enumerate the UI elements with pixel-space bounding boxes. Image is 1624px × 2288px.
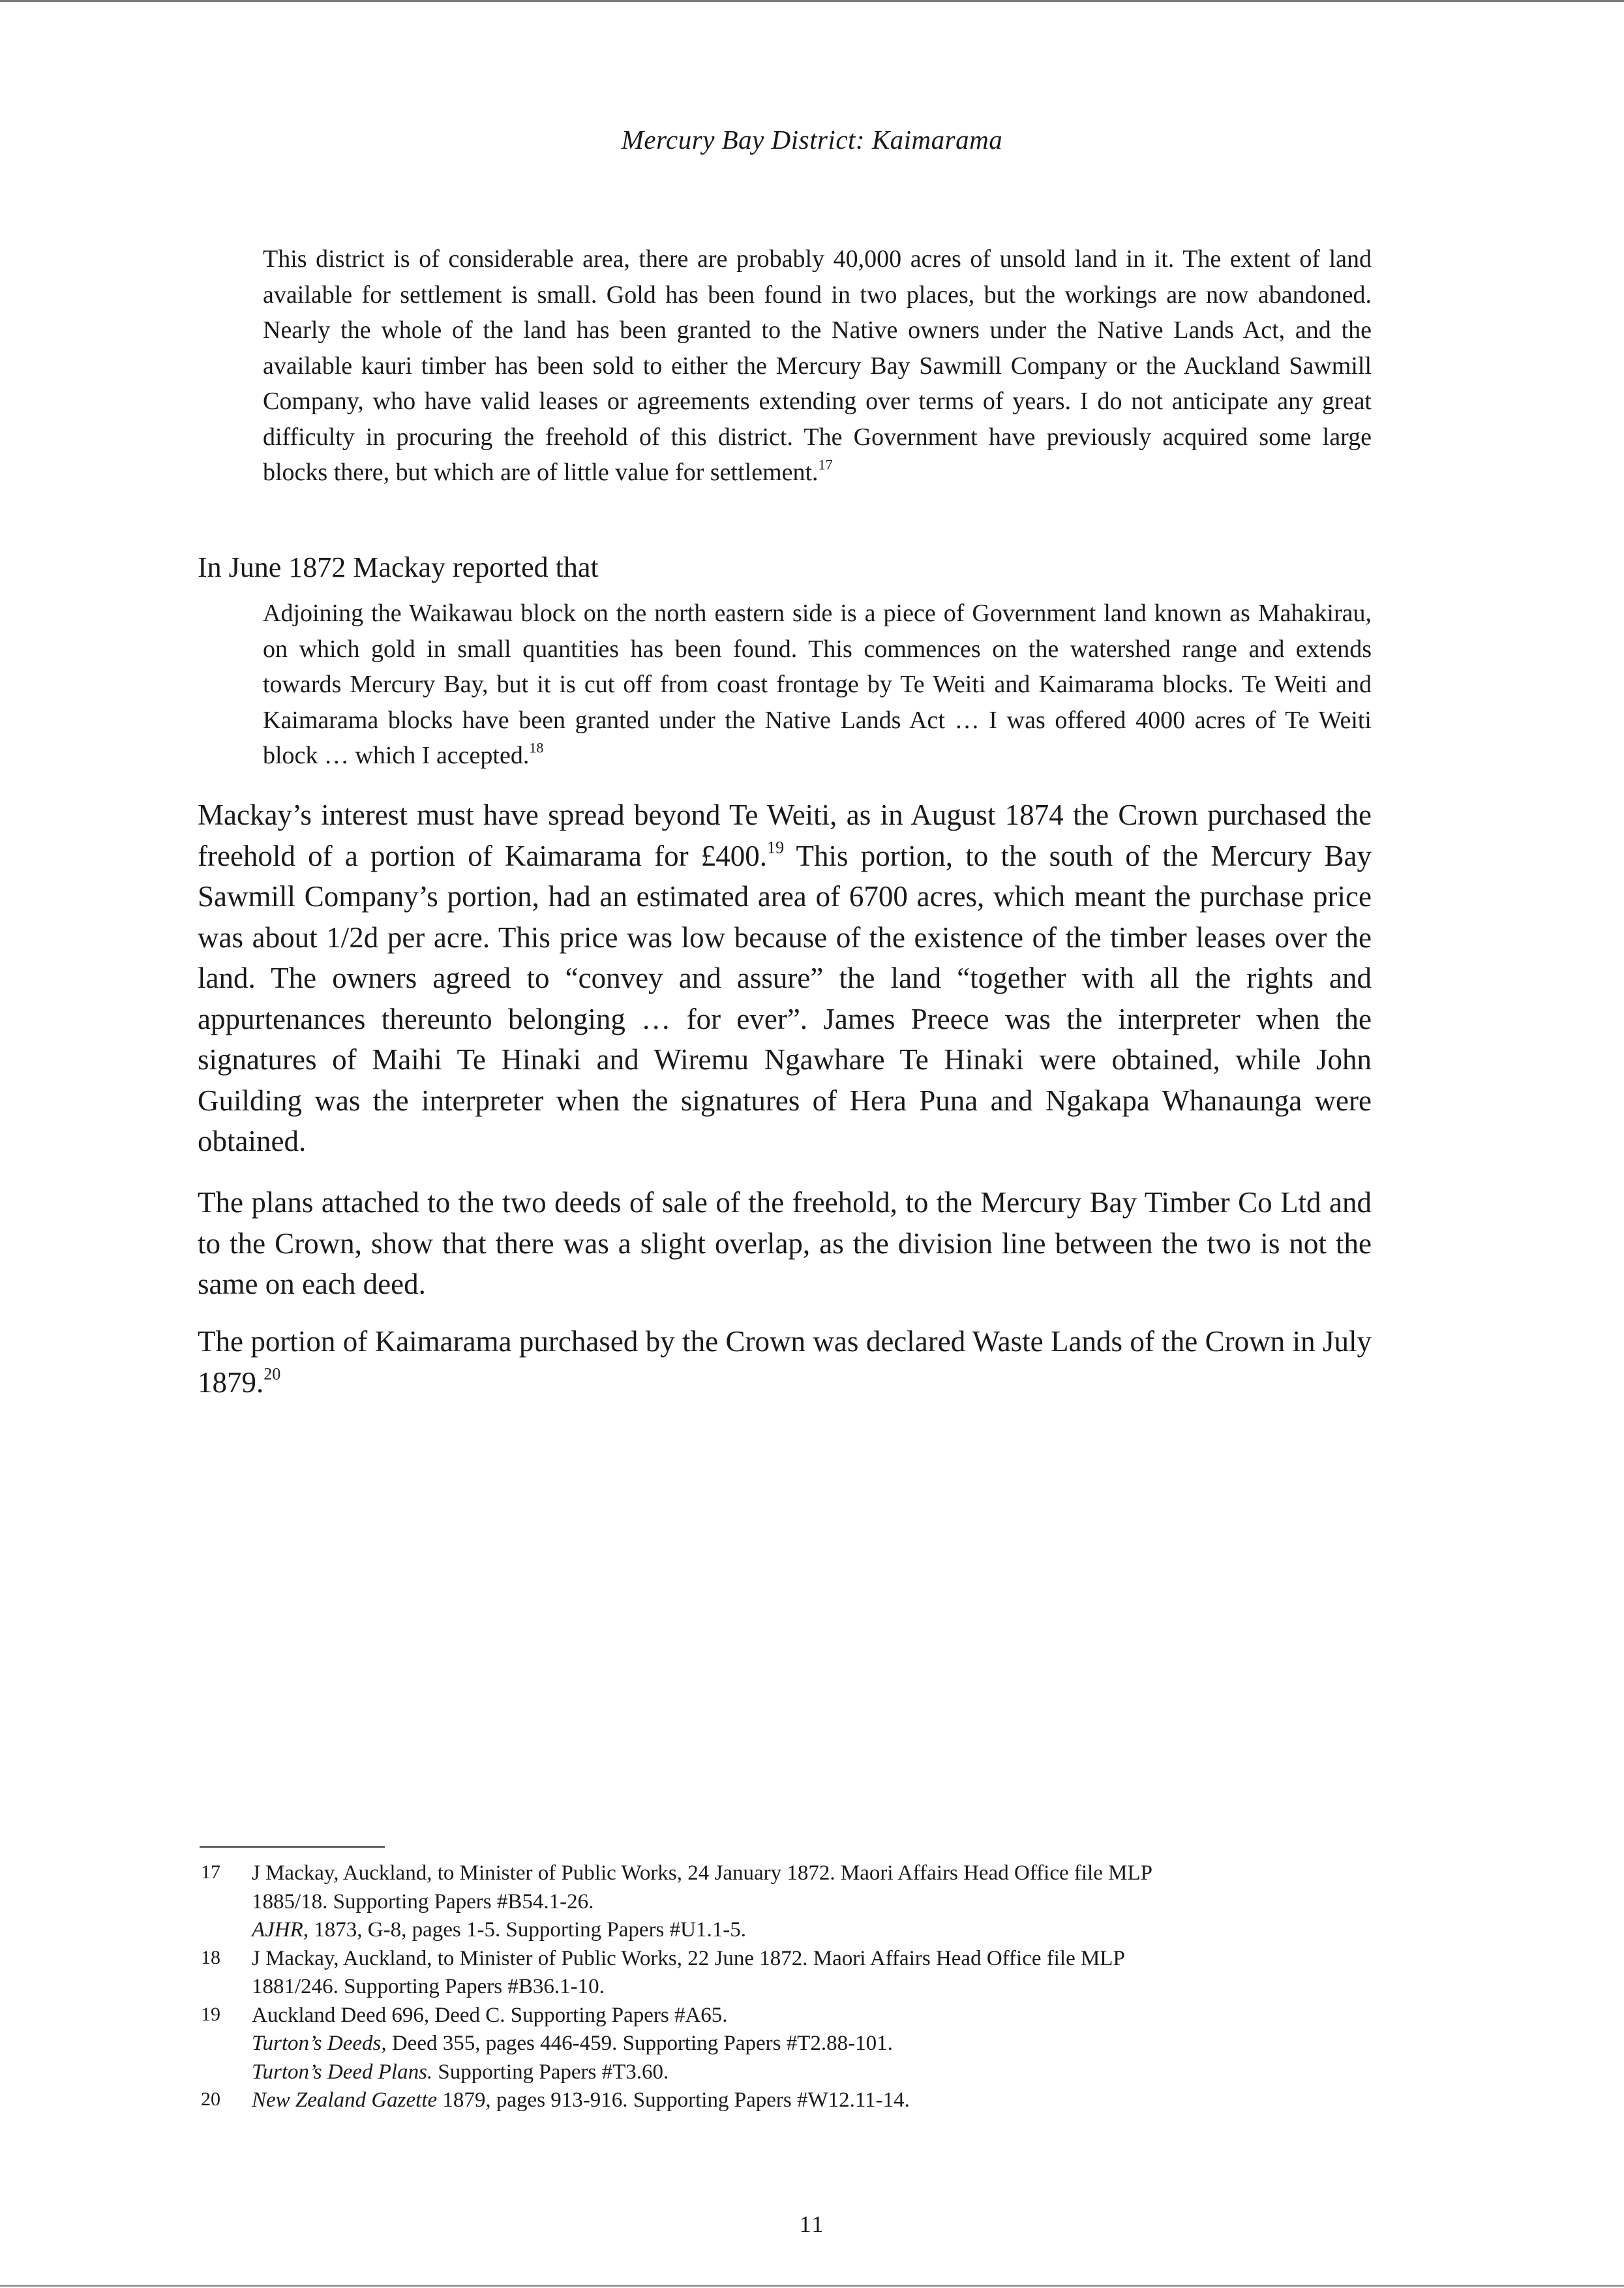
footnote-text: 1881/246. Supporting Papers #B36.1-10. [252,1975,605,1998]
footnote-line [252,1973,1375,2002]
top-edge-rule [0,0,1624,2]
footnote-text: 1885/18. Supporting Papers #B54.1-26. [252,1889,594,1914]
footnote-text: J Mackay, Auckland, to Minister of Public Works, 24 January 1872. Maori Affairs Head Office file MLP [252,1861,1152,1885]
footnote-18 [201,1945,1375,2002]
footnote-text: Auckland Deed 696, Deed C. Supporting Papers #A65. [252,2003,728,2027]
paragraph-1-text-a: Mackay’s interest must have spread beyond Te Weiti, as in August 1874 the Crown purchased the freehold of a portion of Kaimarama for £400. [198,799,1372,872]
footnote-text: 1879, pages 913-916. Supporting Papers #W12.11-14. [437,2088,910,2112]
block-quote-2 [263,596,1372,774]
footnote-17 [201,1859,1375,1945]
footnote-line [252,2002,1375,2030]
block-quote-1-text: This district is of considerable area, there are probably 40,000 acres of unsold land in it. The extent of land available for settlement is small. Gold has been found in two places, but the workings are now abandoned. Nearly the whole of the land has been granted to the Native owners under the Native Lands Act, and the available kauri timber has been sold to either the Mercury Bay Sawmill Company or the Auckland Sawmill Company, who have valid leases or agreements extending over terms of years. I do not anticipate any great difficulty in procuring the freehold of this district. The Government have previously acquired some large blocks there, but which are of little value for settlement. [263,245,1372,486]
footnote-ref-19[interactable]: 19 [767,837,785,857]
paragraph-1 [198,795,1372,1162]
footnote-text: J Mackay, Auckland, to Minister of Public Works, 22 June 1872. Maori Affairs Head Office file MLP [252,1946,1125,1970]
footnote-line [252,1888,1375,1917]
running-header: Mercury Bay District: Kaimarama [621,125,1003,155]
block-quote-1 [263,241,1372,491]
footnote-ref-17[interactable]: 17 [818,456,833,473]
footnote-line [252,2058,1375,2087]
footnote-text: Supporting Papers #T3.60. [432,2060,669,2084]
paragraph-2: The plans attached to the two deeds of sale of the freehold, to the Mercury Bay Timber Co Ltd and to the Crown, show that there was a slight overlap, as the division line between the two is not the same on each deed. [198,1186,1372,1300]
footnote-text: 1873, G-8, pages 1-5. Supporting Papers #U1.1-5. [308,1918,746,1942]
bottom-edge-rule [0,2285,1624,2287]
paragraph-3-text: The portion of Kaimarama purchased by the Crown was declared Waste Lands of the Crown in July 1879. [198,1325,1372,1399]
footnote-number: 20 [201,2088,220,2110]
footnote-italic-title: New Zealand Gazette [252,2088,438,2112]
footnote-line [252,1859,1375,1888]
footnote-italic-title: Turton’s Deed Plans. [252,2060,433,2084]
footnote-ref-20[interactable]: 20 [263,1364,281,1383]
footnote-italic-title: Turton’s Deeds, [252,2032,387,2055]
footnote-italic-title: AJHR, [252,1918,309,1942]
footnote-ref-18[interactable]: 18 [529,739,544,756]
footnote-number: 19 [201,2003,220,2025]
footnote-line [252,2086,1375,2115]
footnote-line [252,1945,1375,1974]
footnote-line [252,2030,1375,2058]
footnote-separator [200,1846,385,1848]
page-number: 11 [799,2211,825,2237]
footnote-number: 18 [201,1946,220,1968]
footnote-number: 17 [201,1861,220,1883]
footnote-19 [201,2002,1375,2087]
footnote-text: Deed 355, pages 446-459. Supporting Papers #T2.88-101. [386,2032,893,2055]
footnotes [201,1859,1375,2115]
footnote-20 [201,2086,1375,2115]
paragraph-3 [198,1321,1372,1403]
intro-line: In June 1872 Mackay reported that [198,551,599,583]
block-quote-2-text: Adjoining the Waikawau block on the north eastern side is a piece of Government land known as Mahakirau, on which gold in small quantities has been found. This commences on the watershed range and extends towards Mercury Bay, but it is cut off from coast frontage by Te Weiti and Kaimarama blocks. Te Weiti and Kaimarama blocks have been granted under the Native Lands Act … I was offered 4000 acres of Te Weiti block … which I accepted. [263,600,1372,769]
paragraph-1-text-b: This portion, to the south of the Mercury Bay Sawmill Company’s portion, had an estimated area of 6700 acres, which meant the purchase price was about 1/2d per acre. This price was low because of the existence of the timber leases over the land. The owners agreed to “convey and assure” the land “together with all the rights and appurtenances thereunto belonging … for ever”. James Preece was the interpreter when the signatures of Maihi Te Hinaki and Wiremu Ngawhare Te Hinaki were obtained, while John Guilding was the interpreter when the signatures of Hera Puna and Ngakapa Whanaunga were obtained. [198,839,1372,1157]
footnote-line [252,1916,1375,1945]
